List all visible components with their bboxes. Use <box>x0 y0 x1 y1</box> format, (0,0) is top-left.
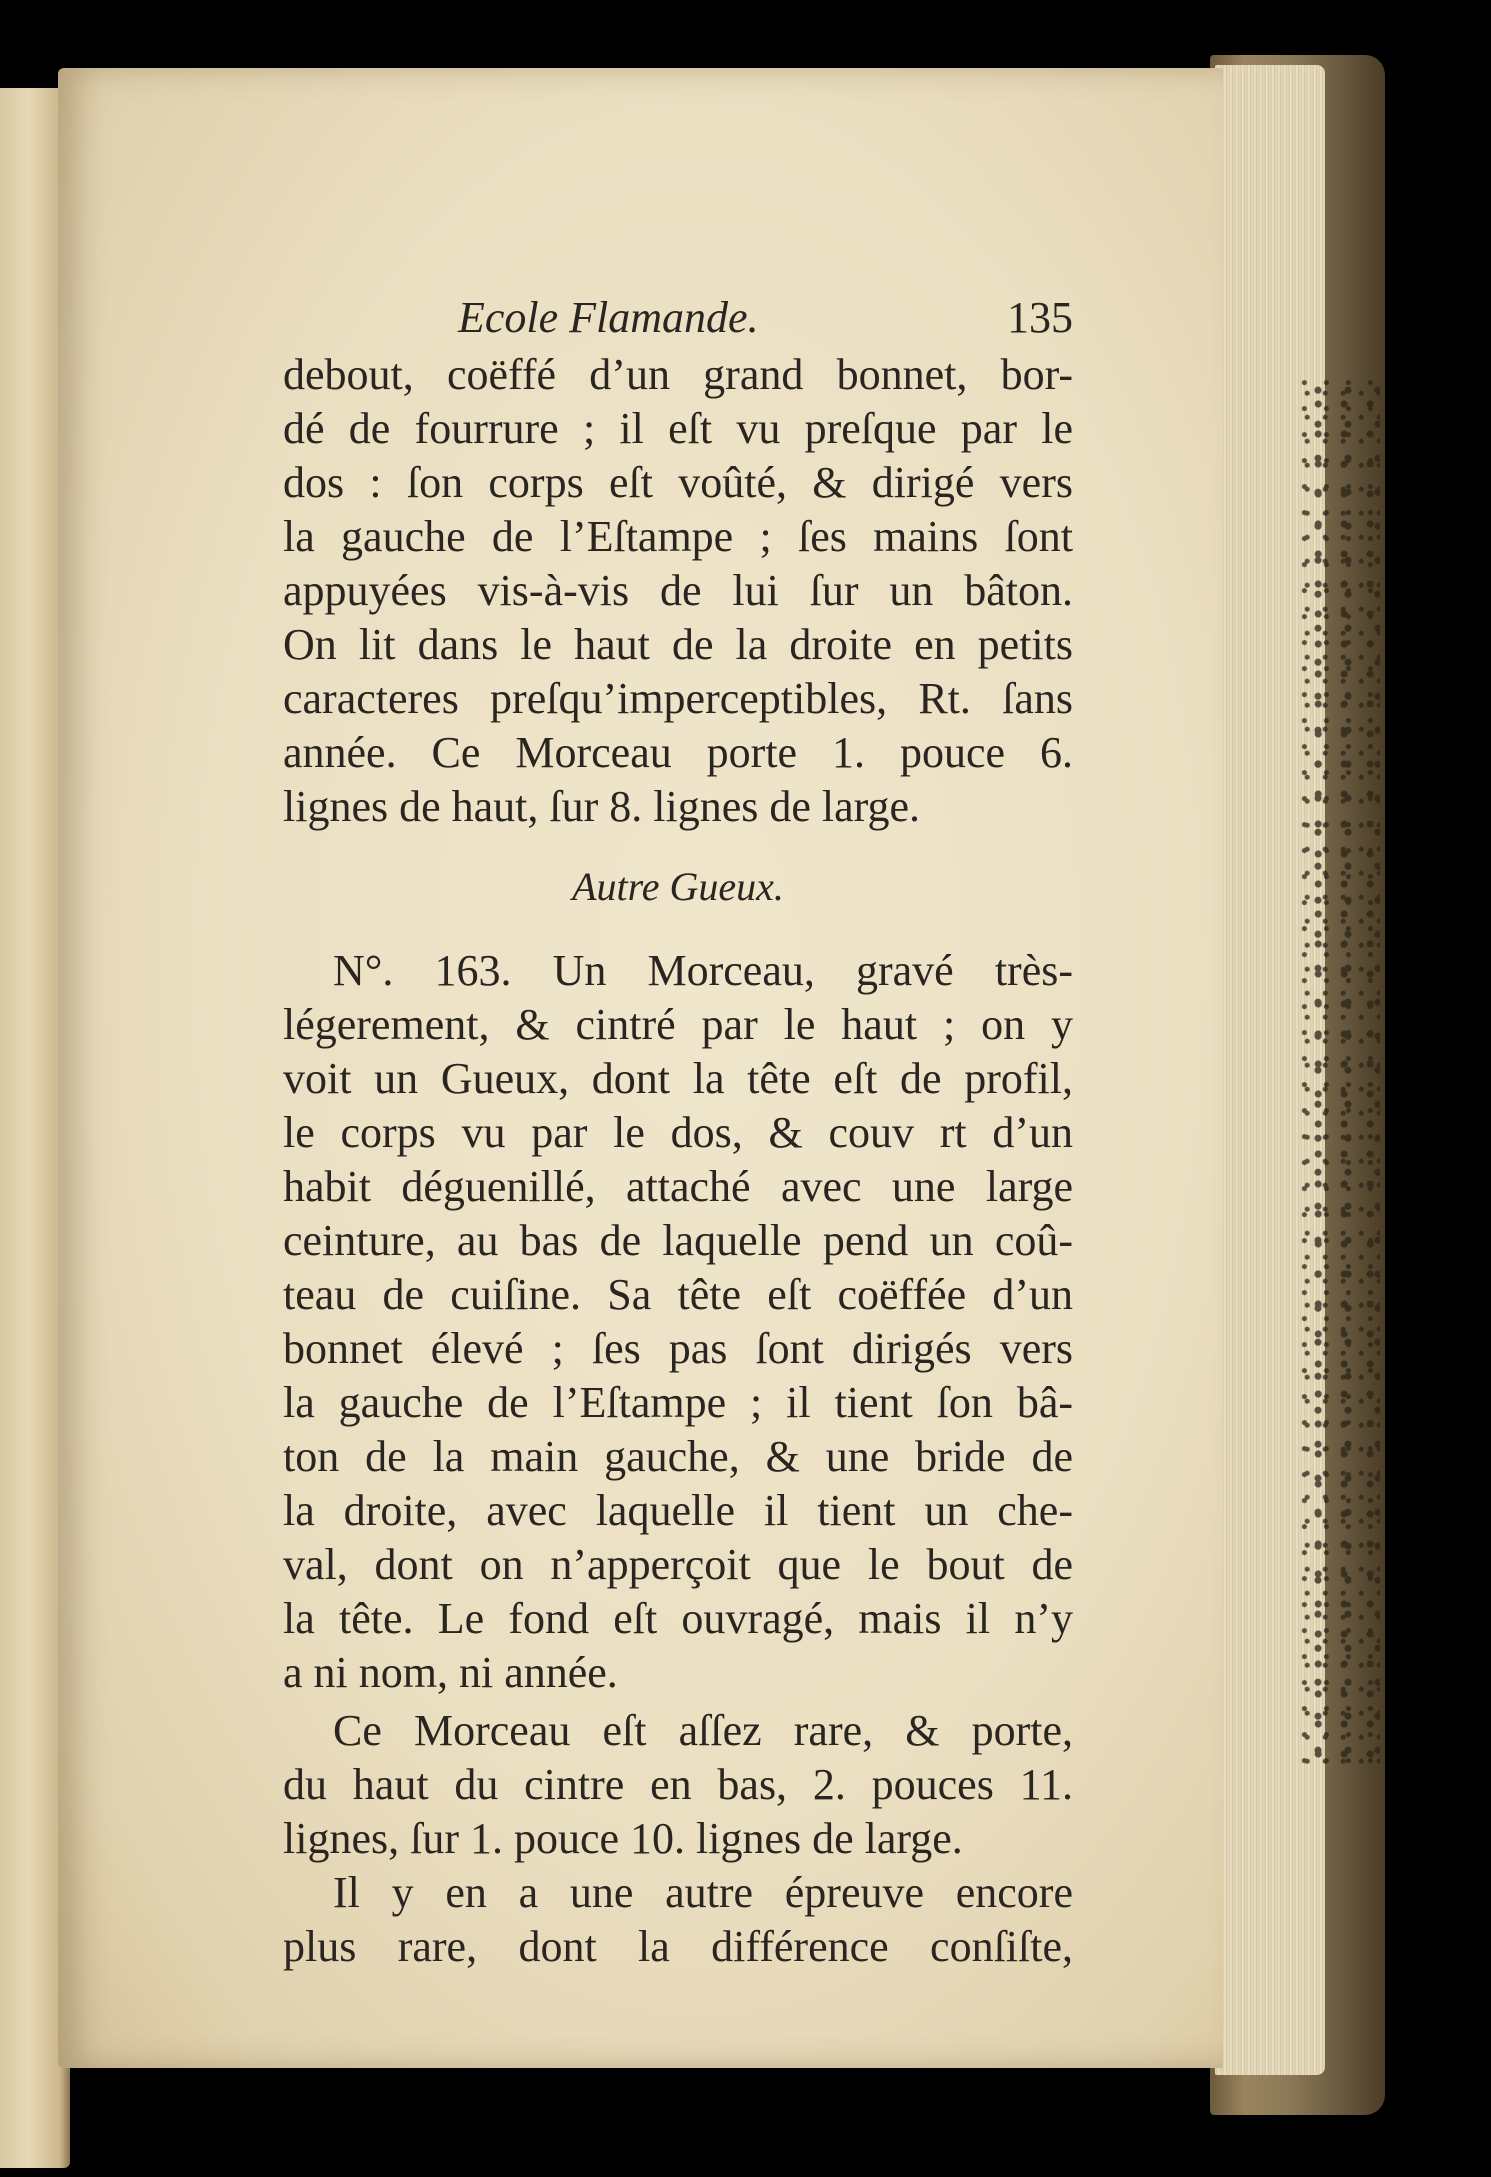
text-line: plus rare, dont la différence conſiſte, <box>283 1922 1073 1971</box>
text-line: Il y en a une autre épreuve encore <box>333 1868 1073 1917</box>
cover-speckle <box>1300 380 1380 1780</box>
text-line: dé de fourrure ; il eſt vu preſque par le <box>283 404 1073 453</box>
text-line: caracteres preſqu’imperceptibles, Rt. ſans <box>283 674 1073 723</box>
text-line: légerement, & cintré par le haut ; on y <box>283 1000 1073 1049</box>
book-page <box>58 68 1223 2068</box>
text-line: ceinture, au bas de laquelle pend un coû- <box>283 1216 1073 1265</box>
text-line: année. Ce Morceau porte 1. pouce 6. <box>283 728 1073 777</box>
text-line: bonnet élevé ; ſes pas ſont dirigés vers <box>283 1324 1073 1373</box>
text-line: la tête. Le fond eſt ouvragé, mais il n’y <box>283 1594 1073 1643</box>
text-line: ton de la main gauche, & une bride de <box>283 1432 1073 1481</box>
paragraph-4 <box>283 1866 1073 1974</box>
text-line: teau de cuiſine. Sa tête eſt coëffée d’un <box>283 1270 1073 1319</box>
text-line: lignes, ſur 1. pouce 10. lignes de large. <box>283 1814 963 1863</box>
text-line: debout, coëffé d’un grand bonnet, bor- <box>283 350 1073 399</box>
page-text <box>283 288 1073 1974</box>
text-line: habit déguenillé, attaché avec une large <box>283 1162 1073 1211</box>
text-line: le corps vu par le dos, & couv rt d’un <box>283 1108 1073 1157</box>
text-line: voit un Gueux, dont la tête eſt de profil, <box>283 1054 1073 1103</box>
text-line: N°. 163. Un Morceau, gravé très- <box>333 946 1073 995</box>
paragraph-3 <box>283 1704 1073 1866</box>
text-line: On lit dans le haut de la droite en petits <box>283 620 1073 669</box>
section-title: Autre Gueux. <box>572 864 784 909</box>
text-line: dos : ſon corps eſt voûté, & dirigé vers <box>283 458 1073 507</box>
text-line: du haut du cintre en bas, 2. pouces 11. <box>283 1760 1073 1809</box>
text-line: appuyées vis-à-vis de lui ſur un bâton. <box>283 566 1073 615</box>
page-number: 135 <box>1007 293 1073 342</box>
running-head <box>283 288 1073 348</box>
text-line: val, dont on n’apperçoit que le bout de <box>283 1540 1073 1589</box>
text-line: lignes de haut, ſur 8. lignes de large. <box>283 782 921 831</box>
text-line: la gauche de l’Eſtampe ; ſes mains ſont <box>283 512 1073 561</box>
running-title: Ecole Flamande. <box>458 293 759 342</box>
text-line: la gauche de l’Eſtampe ; il tient ſon bâ- <box>283 1378 1073 1427</box>
text-line: la droite, avec laquelle il tient un che- <box>283 1486 1073 1535</box>
text-line: a ni nom, ni année. <box>283 1648 618 1697</box>
paragraph-2 <box>283 944 1073 1700</box>
text-line: Ce Morceau eſt aſſez rare, & porte, <box>333 1706 1073 1755</box>
paragraph-1 <box>283 348 1073 834</box>
